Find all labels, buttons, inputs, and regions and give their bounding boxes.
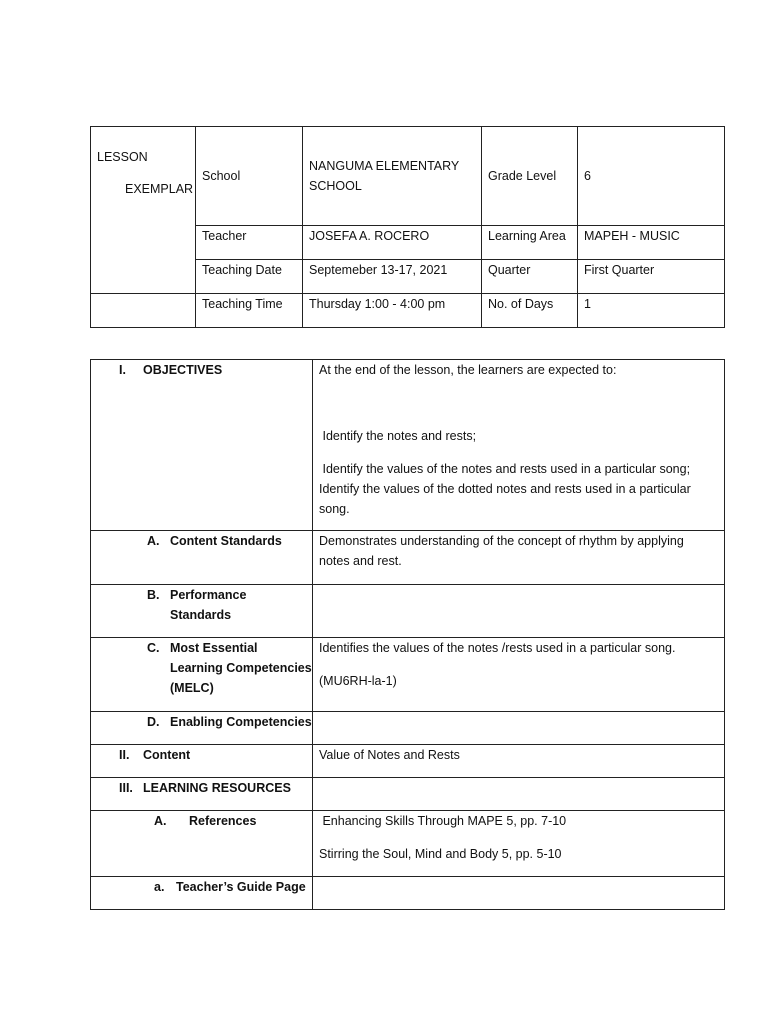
lesson-header-table	[90, 126, 725, 328]
days-label: No. of Days	[482, 294, 578, 328]
learning-resources-label: LEARNING RESOURCES	[143, 781, 291, 795]
school-value-line1: NANGUMA ELEMENTARY	[309, 159, 460, 173]
empty-cell	[91, 294, 196, 328]
objectives-num: I.	[119, 363, 126, 377]
content-standards-label: Content Standards	[170, 534, 282, 548]
content-standards-line1: Demonstrates understanding of the concept of rhythm by applying	[319, 534, 684, 548]
teacher-label: Teacher	[196, 226, 303, 260]
teachers-guide-heading	[91, 877, 313, 910]
objectives-intro: At the end of the lesson, the learners are expected to:	[319, 363, 617, 377]
learning-resources-num: III.	[119, 781, 133, 795]
objectives-heading	[91, 360, 313, 531]
teaching-time-label: Teaching Time	[196, 294, 303, 328]
objective-item-2: Identify the values of the notes and rests used in a particular song;	[319, 462, 691, 476]
enabling-heading	[91, 712, 313, 745]
content-standards-value	[313, 531, 725, 585]
performance-standards-num: B.	[147, 588, 160, 602]
teaching-date-label: Teaching Date	[196, 260, 303, 294]
enabling-label: Enabling Competencies	[170, 715, 312, 729]
lesson-title-line1: LESSON	[97, 150, 148, 164]
content-heading	[91, 745, 313, 778]
reference-2: Stirring the Soul, Mind and Body 5, pp. 5-10	[319, 847, 562, 861]
content-standards-num: A.	[147, 534, 160, 548]
objective-item-3-cont: song.	[319, 502, 350, 516]
melc-num: C.	[147, 641, 160, 655]
objectives-value	[313, 360, 725, 531]
melc-value	[313, 638, 725, 712]
lesson-plan-table	[90, 359, 725, 910]
teachers-guide-value	[313, 877, 725, 910]
performance-standards-label-line1: Performance	[170, 588, 247, 602]
melc-label-line2: Learning Competencies	[170, 661, 312, 675]
enabling-num: D.	[147, 715, 160, 729]
teacher-value: JOSEFA A. ROCERO	[303, 226, 482, 260]
grade-level-value: 6	[578, 127, 725, 226]
content-label: Content	[143, 748, 191, 762]
school-value	[303, 127, 482, 226]
objective-item-3: Identify the values of the dotted notes and rests used in a particular	[319, 482, 691, 496]
content-standards-line2: notes and rest.	[319, 554, 402, 568]
school-label: School	[196, 127, 303, 226]
content-standards-heading	[91, 531, 313, 585]
teaching-time-value: Thursday 1:00 - 4:00 pm	[303, 294, 482, 328]
teaching-date-value: Septemeber 13-17, 2021	[303, 260, 482, 294]
melc-label-line3: (MELC)	[170, 681, 214, 695]
quarter-label: Quarter	[482, 260, 578, 294]
melc-code: (MU6RH-la-1)	[319, 674, 397, 688]
school-value-line2: SCHOOL	[309, 179, 362, 193]
references-num: A.	[154, 814, 167, 828]
performance-standards-value	[313, 585, 725, 638]
teachers-guide-label: Teacher’s Guide Page	[176, 880, 306, 894]
references-value	[313, 811, 725, 877]
grade-level-label: Grade Level	[482, 127, 578, 226]
content-num: II.	[119, 748, 130, 762]
melc-value-line1: Identifies the values of the notes /rests used in a particular song.	[319, 641, 676, 655]
learning-area-value: MAPEH - MUSIC	[578, 226, 725, 260]
melc-label-line1: Most Essential	[170, 641, 258, 655]
melc-heading	[91, 638, 313, 712]
learning-resources-value	[313, 778, 725, 811]
objective-item-1: Identify the notes and rests;	[319, 429, 477, 443]
content-value: Value of Notes and Rests	[313, 745, 725, 778]
teachers-guide-num: a.	[154, 880, 165, 894]
lesson-title-line2: EXEMPLAR	[125, 182, 194, 196]
performance-standards-label-line2: Standards	[170, 608, 232, 622]
enabling-value	[313, 712, 725, 745]
references-heading	[91, 811, 313, 877]
lesson-exemplar-cell	[91, 127, 196, 294]
quarter-value: First Quarter	[578, 260, 725, 294]
performance-standards-heading	[91, 585, 313, 638]
reference-1: Enhancing Skills Through MAPE 5, pp. 7-10	[319, 814, 567, 828]
references-label: References	[189, 814, 257, 828]
days-value: 1	[578, 294, 725, 328]
objectives-label: OBJECTIVES	[143, 363, 223, 377]
learning-area-label: Learning Area	[482, 226, 578, 260]
learning-resources-heading	[91, 778, 313, 811]
